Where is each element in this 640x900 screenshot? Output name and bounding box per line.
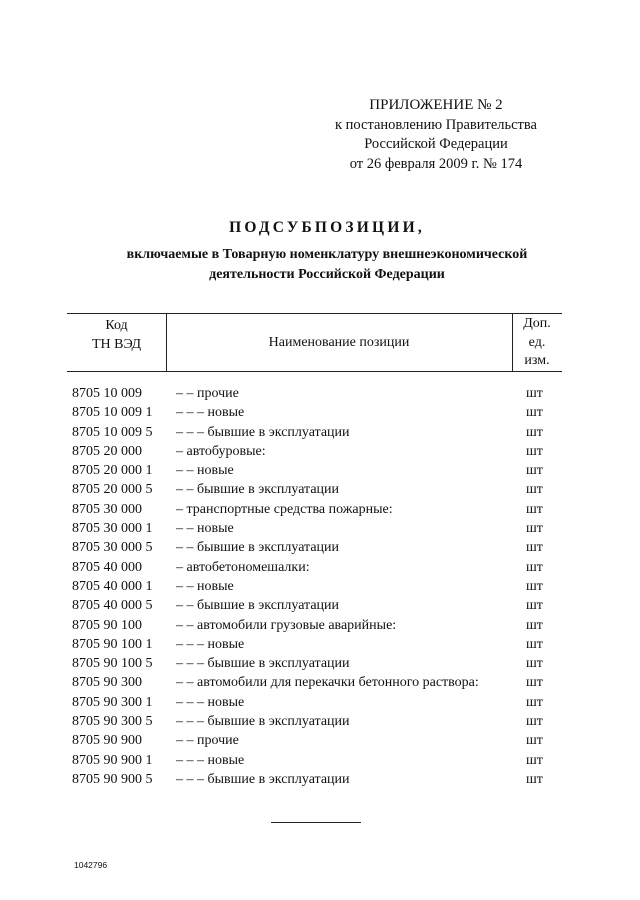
row-unit: шт (526, 482, 543, 498)
row-name: – – – новые (176, 694, 245, 710)
table-row (72, 500, 562, 519)
header-unit: Доп. ед. изм. (523, 316, 551, 368)
row-name: – автобетономешалки: (176, 559, 310, 575)
row-unit: шт (526, 675, 543, 691)
table-row (72, 635, 562, 654)
row-name: – транспортные средства пожарные: (176, 501, 393, 517)
table-row (72, 731, 562, 750)
row-unit: шт (526, 714, 543, 730)
row-name: – – автомобили грузовые аварийные: (176, 617, 397, 633)
row-unit: шт (526, 501, 543, 517)
row-name: – – прочие (176, 733, 239, 749)
header-code: Код ТН ВЭД (91, 318, 142, 352)
appendix-date: от 26 февраля 2009 г. № 174 (349, 155, 523, 172)
table-row (72, 770, 562, 789)
row-name: – – бывшие в эксплуатации (176, 482, 340, 498)
table-row (72, 654, 562, 673)
row-name: – – бывшие в эксплуатации (176, 598, 340, 614)
row-unit: шт (526, 617, 543, 633)
table-row (72, 693, 562, 712)
row-code: 8705 90 300 (72, 675, 142, 691)
appendix-authority: Российской Федерации (364, 136, 508, 152)
row-unit: шт (526, 771, 543, 787)
row-unit: шт (526, 463, 543, 479)
row-unit: шт (526, 694, 543, 710)
table-row (72, 577, 562, 596)
row-code: 8705 90 100 5 (72, 656, 153, 672)
row-name: – – – бывшие в эксплуатации (176, 771, 350, 787)
row-code: 8705 30 000 1 (72, 521, 153, 537)
table-row (72, 538, 562, 557)
row-code: 8705 90 300 5 (72, 714, 153, 730)
row-code: 8705 90 900 1 (72, 752, 153, 768)
row-name: – – – новые (176, 405, 245, 421)
row-name: – автобуровые: (176, 443, 266, 459)
appendix-decree: к постановлению Правительства (335, 116, 537, 133)
row-unit: шт (526, 386, 543, 401)
row-unit: шт (526, 656, 543, 672)
row-name: – – – бывшие в эксплуатации (176, 424, 350, 440)
row-code: 8705 90 900 5 (72, 771, 153, 787)
row-name: – – новые (176, 463, 234, 479)
row-code: 8705 10 009 1 (72, 405, 153, 421)
row-name: – – автомобили для перекачки бетонного раствора: (176, 675, 479, 691)
table-row (72, 596, 562, 615)
row-unit: шт (526, 636, 543, 652)
header-name: Наименование позиции (268, 335, 410, 350)
row-code: 8705 40 000 1 (72, 578, 153, 594)
table-row (72, 558, 562, 577)
table-row (72, 712, 562, 731)
row-unit: шт (526, 578, 543, 594)
row-unit: шт (526, 559, 543, 575)
row-code: 8705 90 100 1 (72, 636, 153, 652)
row-name: – – новые (176, 578, 234, 594)
row-unit: шт (526, 424, 543, 440)
document-title: ПОДСУБПОЗИЦИИ, (229, 219, 425, 236)
subtitle-line-1: включаемые в Товарную номенклатуру внешнеэкономической (126, 247, 528, 262)
row-code: 8705 10 009 (72, 386, 142, 401)
row-name: – – – бывшие в эксплуатации (176, 714, 350, 730)
row-unit: шт (526, 443, 543, 459)
appendix-number: ПРИЛОЖЕНИЕ № 2 (369, 97, 503, 113)
row-code: 8705 10 009 5 (72, 424, 153, 440)
row-name: – – прочие (176, 386, 239, 401)
row-name: – – – новые (176, 752, 245, 768)
row-code: 8705 40 000 5 (72, 598, 153, 614)
table-row (72, 403, 562, 422)
row-code: 8705 40 000 (72, 559, 142, 575)
table-row (72, 519, 562, 538)
row-code: 8705 90 300 1 (72, 694, 153, 710)
end-rule (271, 822, 361, 823)
subtitle-line-2: деятельности Российской Федерации (209, 267, 445, 282)
row-unit: шт (526, 598, 543, 614)
table-row (72, 423, 562, 442)
row-name: – – – бывшие в эксплуатации (176, 656, 350, 672)
row-name: – – новые (176, 521, 234, 537)
table-row (72, 616, 562, 635)
row-unit: шт (526, 521, 543, 537)
table-row (72, 384, 562, 403)
row-name: – – бывшие в эксплуатации (176, 540, 340, 556)
table-row (72, 480, 562, 499)
table-row (72, 442, 562, 461)
table-row (72, 461, 562, 480)
row-code: 8705 20 000 5 (72, 482, 153, 498)
row-code: 8705 90 100 (72, 617, 142, 633)
page-number: 1042796 (74, 860, 108, 870)
table-header-rule (67, 371, 562, 372)
row-code: 8705 20 000 1 (72, 463, 153, 479)
table-top-rule (67, 313, 562, 314)
table-row (72, 751, 562, 770)
row-unit: шт (526, 752, 543, 768)
row-code: 8705 30 000 (72, 501, 142, 517)
row-code: 8705 30 000 5 (72, 540, 153, 556)
row-code: 8705 90 900 (72, 733, 142, 749)
row-unit: шт (526, 540, 543, 556)
appendix-reference (318, 96, 554, 174)
table-body (72, 384, 562, 789)
table-row (72, 673, 562, 692)
row-unit: шт (526, 733, 543, 749)
row-unit: шт (526, 405, 543, 421)
row-code: 8705 20 000 (72, 443, 142, 459)
row-name: – – – новые (176, 636, 245, 652)
document-subtitle (0, 245, 640, 285)
